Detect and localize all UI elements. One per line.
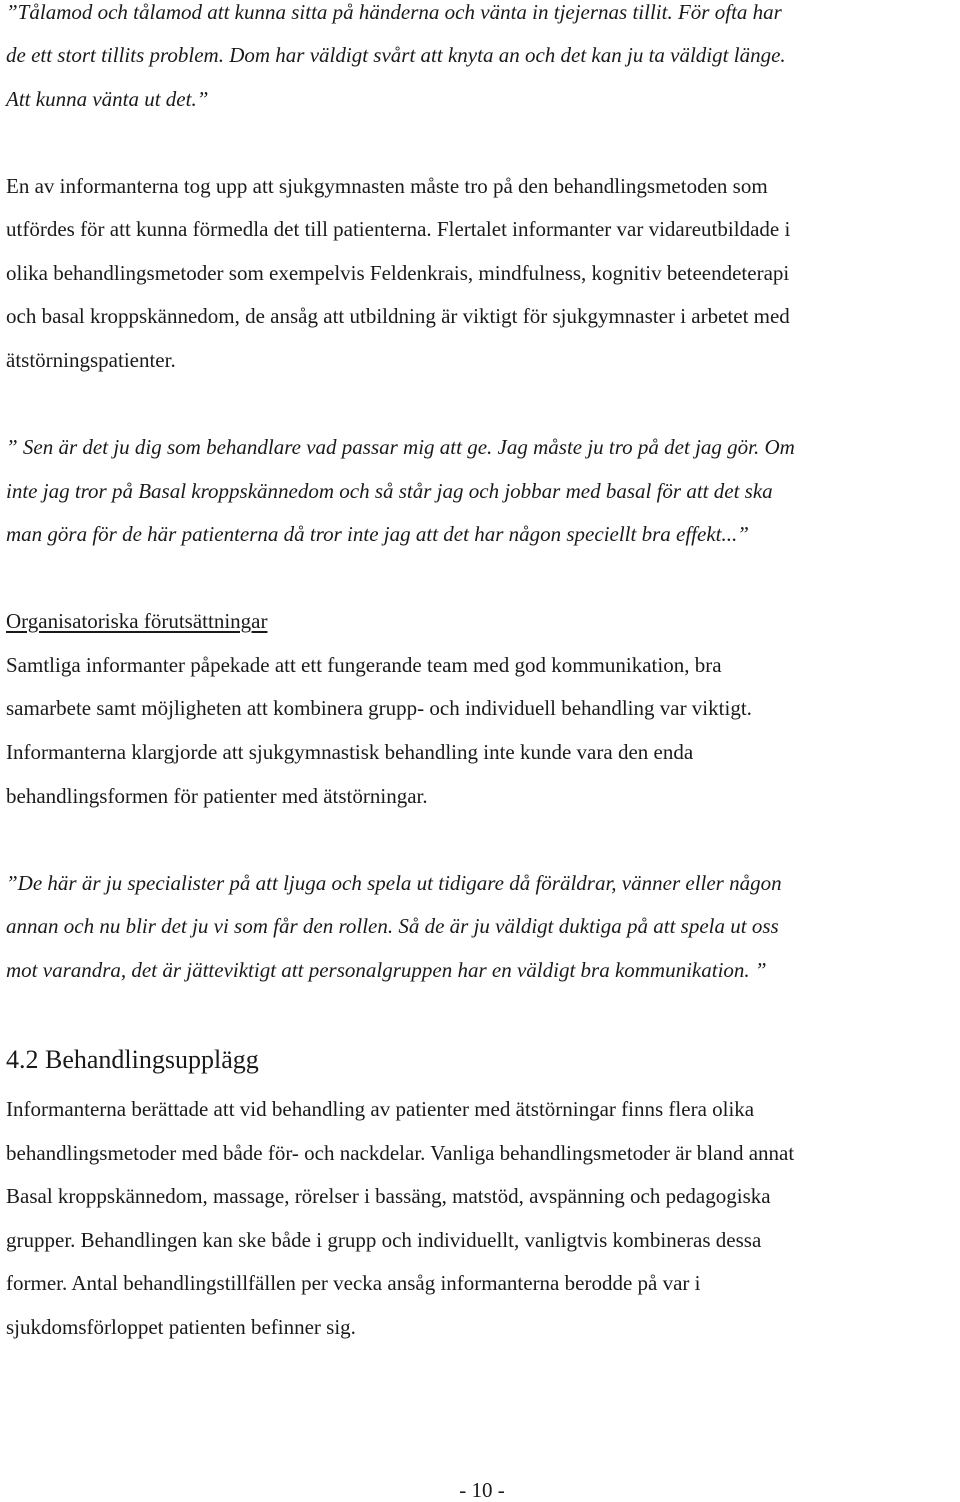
subheading-organisational: Organisatoriska förutsättningar: [6, 609, 268, 633]
quote-line: ”Tålamod och tålamod att kunna sitta på händerna och vänta in tjejernas tillit. För ofta har: [6, 0, 782, 24]
quote-line: de ett stort tillits problem. Dom har väldigt svårt att knyta an och det kan ju ta väldigt länge.: [6, 43, 786, 67]
quote-line: inte jag tror på Basal kroppskännedom och så står jag och jobbar med basal för att det ska: [6, 479, 773, 503]
paragraph-line: ätstörningspatienter.: [6, 348, 176, 372]
page-number: - 10 -: [459, 1478, 505, 1502]
paragraph-line: grupper. Behandlingen kan ske både i grupp och individuellt, vanligtvis kombineras dessa: [6, 1228, 762, 1252]
quote-line: ”De här är ju specialister på att ljuga och spela ut tidigare då föräldrar, vänner eller någon: [6, 871, 782, 895]
section-heading: 4.2 Behandlingsupplägg: [6, 1045, 259, 1074]
paragraph-line: Samtliga informanter påpekade att ett fungerande team med god kommunikation, bra: [6, 653, 722, 677]
page-number-footer: [0, 1478, 960, 1502]
quote-line: ” Sen är det ju dig som behandlare vad passar mig att ge. Jag måste ju tro på det jag gör. Om: [6, 435, 795, 459]
paragraph-line: Basal kroppskännedom, massage, rörelser i bassäng, matstöd, avspänning och pedagogiska: [6, 1184, 771, 1208]
paragraph-line: former. Antal behandlingstillfällen per vecka ansåg informanterna berodde på var i: [6, 1271, 701, 1295]
paragraph-line: utfördes för att kunna förmedla det till patienterna. Flertalet informanter var vidareutbildade i: [6, 217, 791, 241]
quote-line: annan och nu blir det ju vi som får den rollen. Så de är ju väldigt duktiga på att spela ut oss: [6, 914, 779, 938]
quote-line: Att kunna vänta ut det.”: [6, 87, 209, 111]
quote-line: mot varandra, det är jätteviktigt att personalgruppen har en väldigt bra kommunikation. ”: [6, 958, 767, 982]
paragraph-line: och basal kroppskännedom, de ansåg att utbildning är viktigt för sjukgymnaster i arbetet med: [6, 304, 790, 328]
paragraph-line: olika behandlingsmetoder som exempelvis Feldenkrais, mindfulness, kognitiv beteendeterapi: [6, 261, 790, 285]
paragraph-line: samarbete samt möjligheten att kombinera grupp- och individuell behandling var viktigt.: [6, 696, 752, 720]
paragraph-line: Informanterna berättade att vid behandling av patienter med ätstörningar finns flera olika: [6, 1097, 755, 1121]
paragraph-line: sjukdomsförloppet patienten befinner sig.: [6, 1315, 356, 1339]
paragraph-line: behandlingsmetoder med både för- och nackdelar. Vanliga behandlingsmetoder är bland annat: [6, 1141, 795, 1165]
paragraph-line: behandlingsformen för patienter med ätstörningar.: [6, 784, 428, 808]
paragraph-line: En av informanterna tog upp att sjukgymnasten måste tro på den behandlingsmetoden som: [6, 174, 768, 198]
quote-line: man göra för de här patienterna då tror inte jag att det har någon speciellt bra effekt...”: [6, 522, 749, 546]
paragraph-line: Informanterna klargjorde att sjukgymnastisk behandling inte kunde vara den enda: [6, 740, 694, 764]
